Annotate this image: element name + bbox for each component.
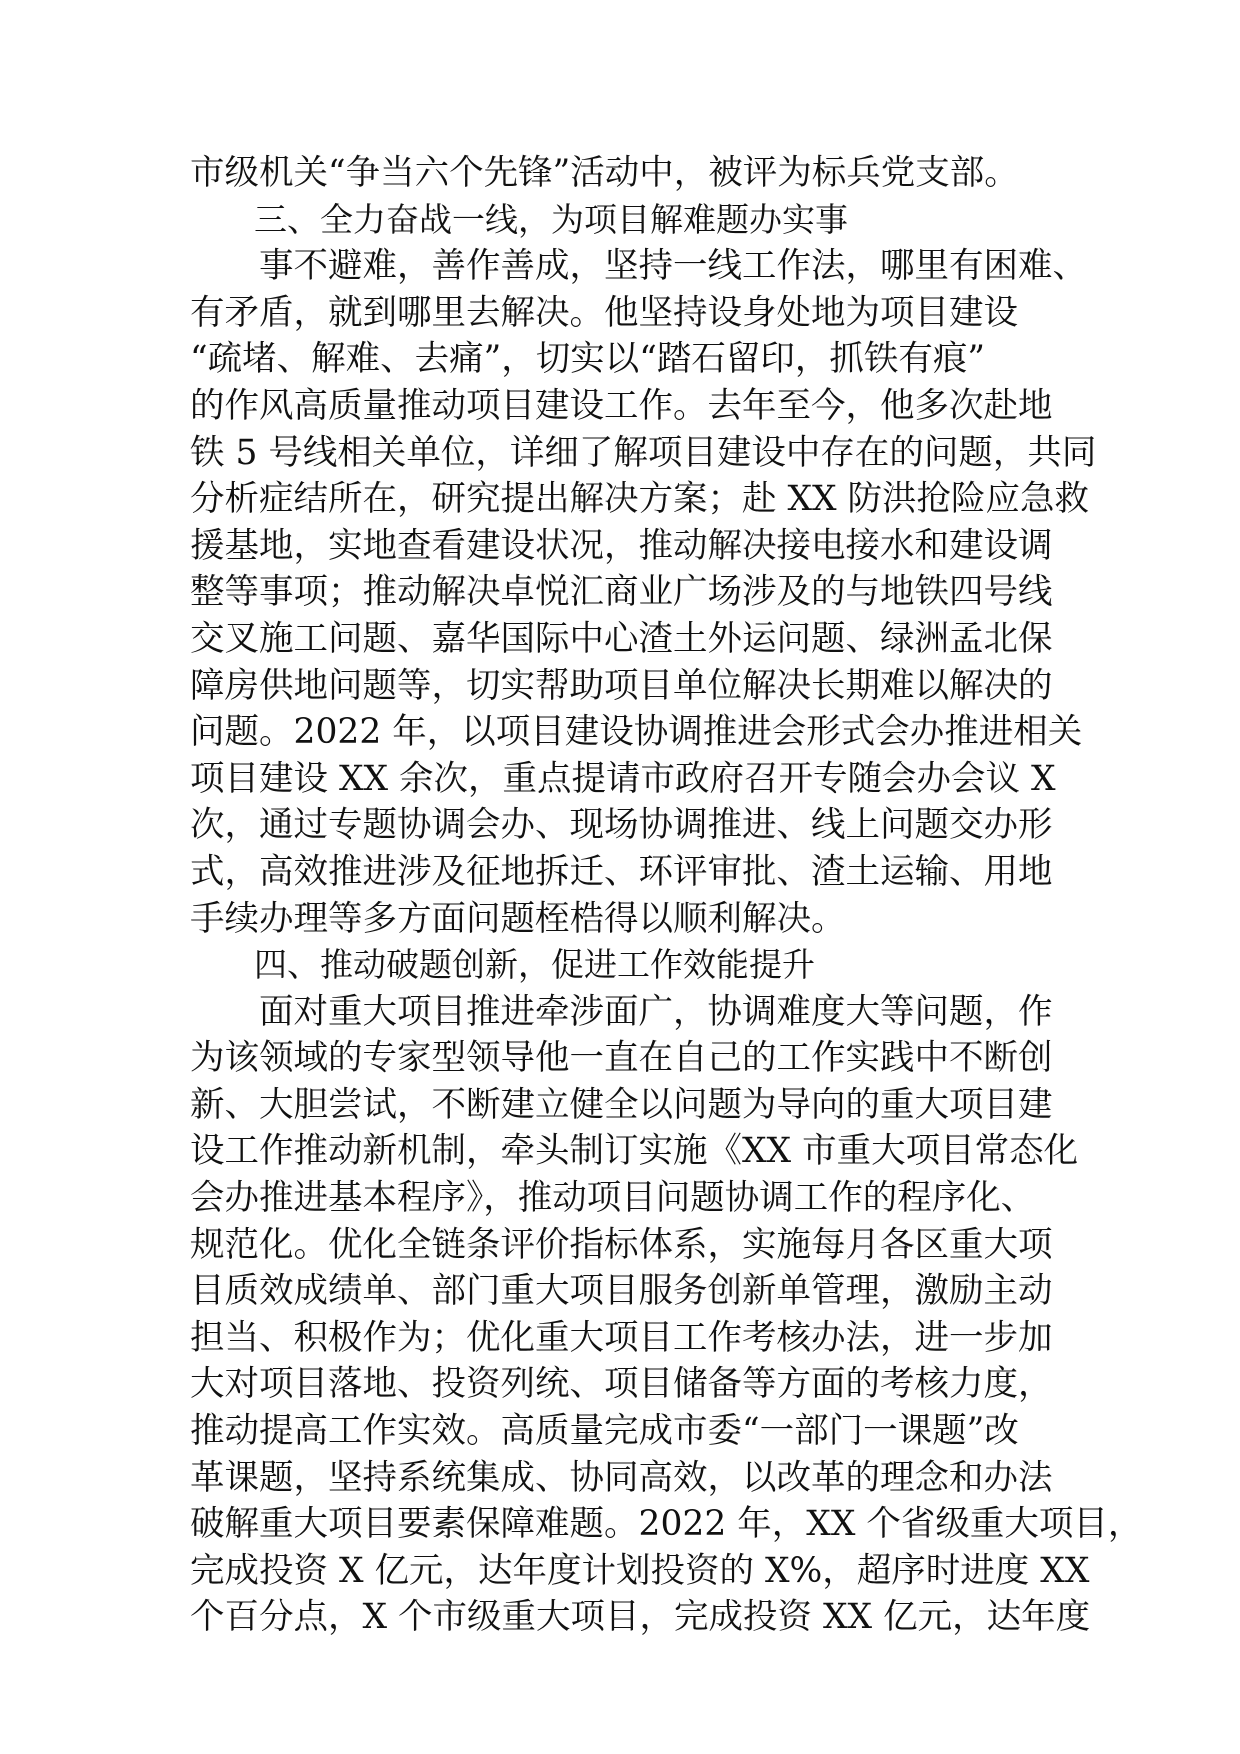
text-line: 援基地，实地查看建设状况，推动解决接电接水和建设调 xyxy=(190,525,1053,566)
text-line: 推动提高工作实效。高质量完成市委“一部门一课题”改 xyxy=(190,1411,1019,1452)
text-line: 担当、积极作为；优化重大项目工作考核办法，进一步加 xyxy=(190,1317,1053,1358)
document-body xyxy=(190,150,1143,1641)
text-line: 交叉施工问题、嘉华国际中心渣土外运问题、绿洲孟北保 xyxy=(190,618,1053,659)
text-line: 会办推进基本程序》，推动项目问题协调工作的程序化、 xyxy=(190,1178,1036,1219)
text-line: 破解重大项目要素保障难题。2022 年，XX 个省级重大项目， xyxy=(190,1504,1143,1545)
section-heading-four: 四、推动破题创新，促进工作效能提升 xyxy=(254,945,815,985)
text-line: 的作风高质量推动项目建设工作。去年至今，他多次赴地 xyxy=(190,385,1053,426)
text-line: 有矛盾，就到哪里去解决。他坚持设身处地为项目建设 xyxy=(190,292,1018,333)
text-line: 新、大胆尝试，不断建立健全以问题为导向的重大项目建 xyxy=(190,1084,1053,1125)
text-line: 规范化。优化全链条评价指标体系，实施每月各区重大项 xyxy=(190,1224,1053,1265)
text-line: 式，高效推进涉及征地拆迁、环评审批、渣土运输、用地 xyxy=(190,851,1053,892)
text-line: “疏堵、解难、去痛”，切实以“踏石留印，抓铁有痕” xyxy=(190,339,986,380)
text-line: 完成投资 X 亿元，达年度计划投资的 X%，超序时进度 XX xyxy=(190,1550,1090,1591)
text-line: 革课题，坚持系统集成、协同高效，以改革的理念和办法 xyxy=(190,1457,1053,1498)
text-line: 大对项目落地、投资列统、项目储备等方面的考核力度， xyxy=(190,1364,1053,1405)
text-line: 项目建设 XX 余次，重点提请市政府召开专随会办会议 X xyxy=(190,758,1056,799)
text-line: 障房供地问题等，切实帮助项目单位解决长期难以解决的 xyxy=(190,665,1053,706)
text-line: 事不避难，善作善成，坚持一线工作法，哪里有困难、 xyxy=(190,246,1087,287)
text-line: 个百分点，X 个市级重大项目，完成投资 XX 亿元，达年度 xyxy=(190,1597,1091,1638)
text-line: 整等事项；推动解决卓悦汇商业广场涉及的与地铁四号线 xyxy=(190,572,1053,613)
text-line: 手续办理等多方面问题桎梏得以顺利解决。 xyxy=(190,898,846,939)
text-line: 问题。2022 年，以项目建设协调推进会形式会办推进相关 xyxy=(190,712,1083,753)
text-line: 为该领域的专家型领导他一直在自己的工作实践中不断创 xyxy=(190,1038,1053,1079)
text-line: 市级机关“争当六个先锋”活动中，被评为标兵党支部。 xyxy=(190,153,1019,193)
text-line: 分析症结所在，研究提出解决方案；赴 XX 防洪抢险应急救 xyxy=(190,479,1090,520)
text-line: 面对重大项目推进牵涉面广，协调难度大等问题，作 xyxy=(190,991,1053,1032)
text-line: 次，通过专题协调会办、现场协调推进、线上问题交办形 xyxy=(190,805,1053,846)
text-line: 铁 5 号线相关单位，详细了解项目建设中存在的问题，共同 xyxy=(190,432,1097,473)
text-line: 设工作推动新机制，牵头制订实施《XX 市重大项目常态化 xyxy=(190,1131,1079,1172)
section-heading-three: 三、全力奋战一线，为项目解难题办实事 xyxy=(254,199,848,239)
text-line: 目质效成绩单、部门重大项目服务创新单管理，激励主动 xyxy=(190,1271,1053,1312)
